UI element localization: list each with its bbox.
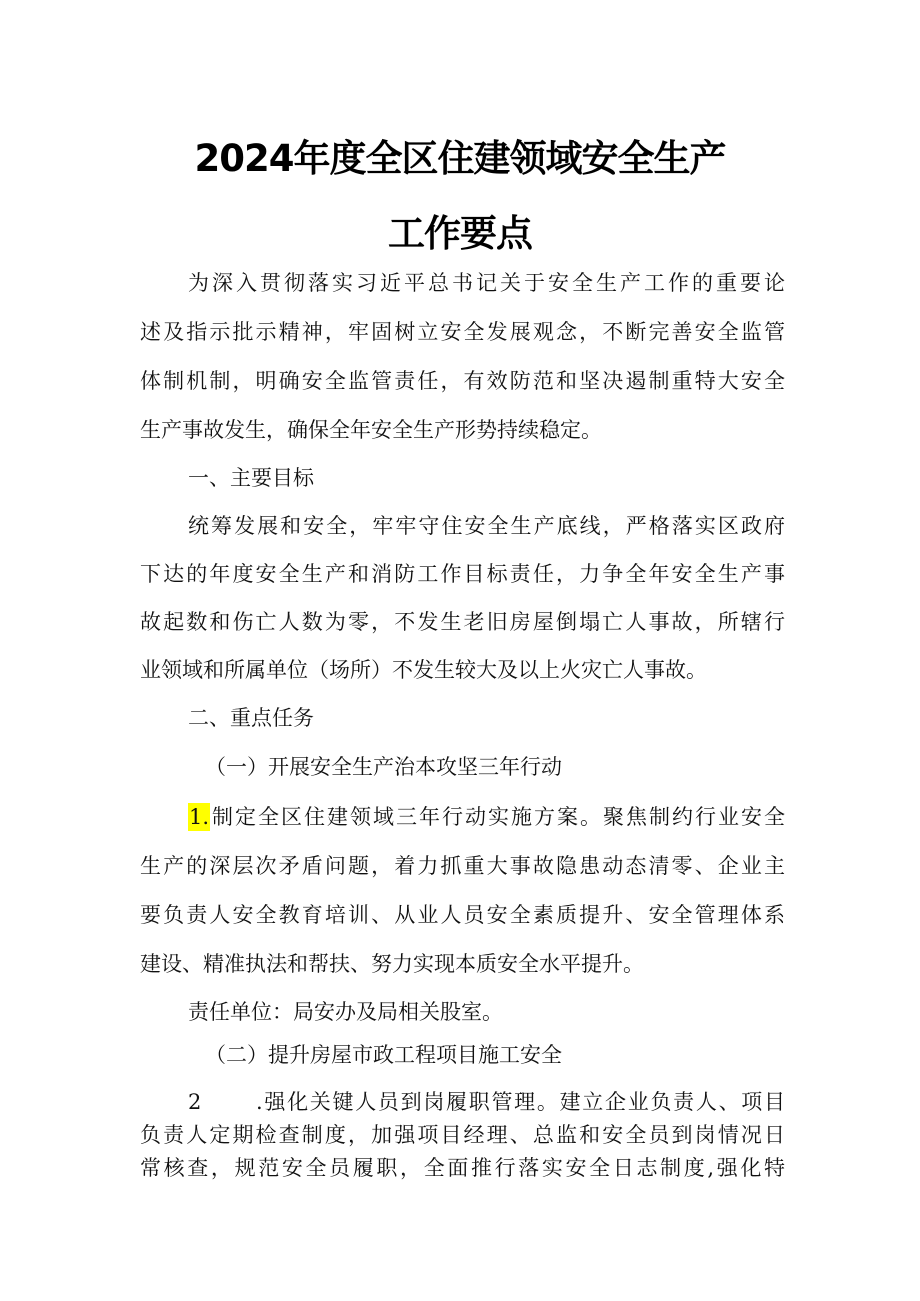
subsection-2-heading: （二）提升房屋市政工程项目施工安全	[205, 1043, 562, 1067]
section-1-line-2: 下达的年度安全生产和消防工作目标责任，力争全年安全生产事	[140, 562, 785, 586]
task-1-number-highlight: 1.	[189, 805, 210, 829]
task-2-number: 2	[188, 1090, 202, 1114]
task-1-line-1-text: 制定全区住建领域三年行动实施方案。聚焦制约行业安全	[210, 805, 785, 829]
section-1-heading: 一、主要目标	[188, 466, 314, 490]
intro-line-2: 述及指示批示精神，牢固树立安全发展观念，不断完善安全监管	[140, 320, 785, 344]
section-1-line-1: 统筹发展和安全，牢牢守住安全生产底线，严格落实区政府	[188, 514, 785, 538]
task-2-line-1	[188, 1087, 785, 1117]
section-1-line-3: 故起数和伤亡人数为零，不发生老旧房屋倒塌亡人事故，所辖行	[140, 610, 785, 634]
document-title-line-2: 工作要点	[388, 212, 532, 255]
section-1-line-4: 业领域和所属单位（场所）不发生较大及以上火灾亡人事故。	[140, 658, 707, 682]
responsible-units: 责任单位：局安办及局相关股室。	[188, 1000, 503, 1024]
task-2-line-3: 常核查，规范安全员履职，全面推行落实安全日志制度,强化特	[140, 1156, 785, 1180]
task-2-line-1-text: .强化关键人员到岗履职管理。建立企业负责人、项目	[256, 1090, 785, 1114]
task-1-line-3: 要负责人安全教育培训、从业人员安全素质提升、安全管理体系	[140, 903, 785, 927]
task-2-line-2: 负责人定期检查制度，加强项目经理、总监和安全员到岗情况日	[140, 1123, 785, 1147]
intro-line-3: 体制机制，明确安全监管责任，有效防范和坚决遏制重特大安全	[140, 369, 785, 393]
task-1-line-4: 建设、精准执法和帮扶、努力实现本质安全水平提升。	[140, 952, 644, 976]
task-1-line-1	[188, 802, 785, 832]
task-1-line-2: 生产的深层次矛盾问题，着力抓重大事故隐患动态清零、企业主	[140, 854, 785, 878]
intro-line-1: 为深入贯彻落实习近平总书记关于安全生产工作的重要论	[188, 271, 785, 295]
subsection-1-heading: （一）开展安全生产治本攻坚三年行动	[205, 755, 562, 779]
document-title-line-1: 2024年度全区住建领域安全生产	[194, 137, 726, 180]
intro-line-4: 生产事故发生，确保全年安全生产形势持续稳定。	[140, 418, 602, 442]
section-2-heading: 二、重点任务	[188, 706, 314, 730]
